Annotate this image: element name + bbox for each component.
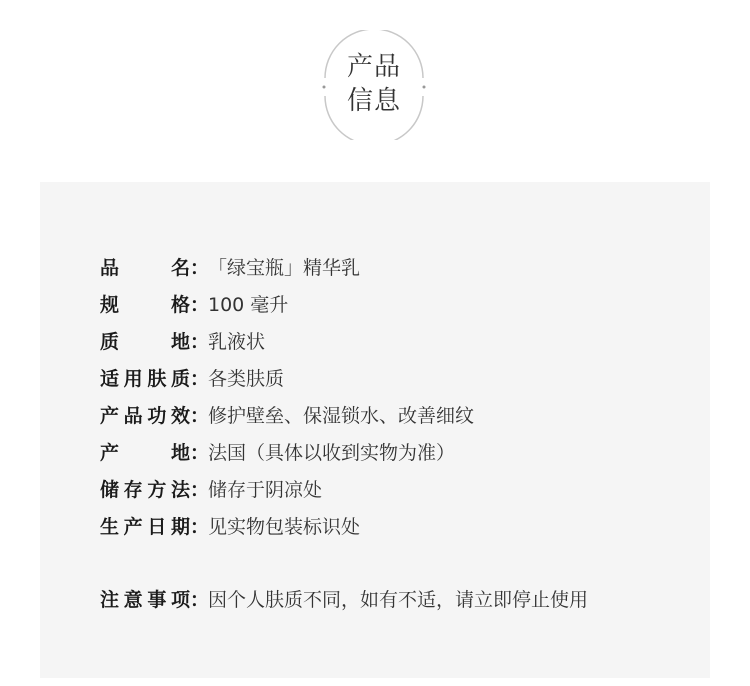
notice-label: 注 意 事 项 [100,589,190,611]
info-value: 储存于阴凉处 [208,479,323,501]
info-value: 修护壁垒、保湿锁水、改善细纹 [208,405,475,427]
info-label: 产 品 功 效 [100,405,190,427]
info-colon: ： [190,516,210,538]
info-label: 生 产 日 期 [100,516,190,538]
section-title [319,50,429,118]
notice-row [100,580,588,617]
info-colon: ： [190,368,210,390]
info-row [100,396,474,433]
info-value: 「绿宝瓶」精华乳 [208,257,361,279]
info-label: 规 格 [100,294,190,316]
info-row [100,359,474,396]
info-value: 法国（具体以收到实物为准） [208,442,456,464]
notice-value: 因个人肤质不同，如有不适，请立即停止使用 [208,589,589,611]
info-colon: ： [190,294,210,316]
notice-colon: ： [190,589,210,611]
info-colon: ： [190,331,210,353]
product-info-list [100,248,474,544]
info-label: 适 用 肤 质 [100,368,190,390]
info-row [100,433,474,470]
section-title-badge [319,30,429,140]
info-value: 见实物包装标识处 [208,516,361,538]
info-row [100,507,474,544]
info-value: 100 毫升 [208,294,289,316]
info-row [100,285,474,322]
info-row [100,322,474,359]
section-title-line2: 信息 [346,86,401,116]
info-label: 质 地 [100,331,190,353]
info-row [100,470,474,507]
info-value: 各类肤质 [208,368,285,390]
info-colon: ： [190,479,210,501]
section-title-line1: 产品 [346,52,401,82]
info-label: 产 地 [100,442,190,464]
info-colon: ： [190,257,210,279]
info-label: 品 名 [100,257,190,279]
info-colon: ： [190,442,210,464]
info-colon: ： [190,405,210,427]
info-row [100,248,474,285]
info-value: 乳液状 [208,331,266,353]
info-label: 储 存 方 法 [100,479,190,501]
product-info-panel [40,182,710,678]
